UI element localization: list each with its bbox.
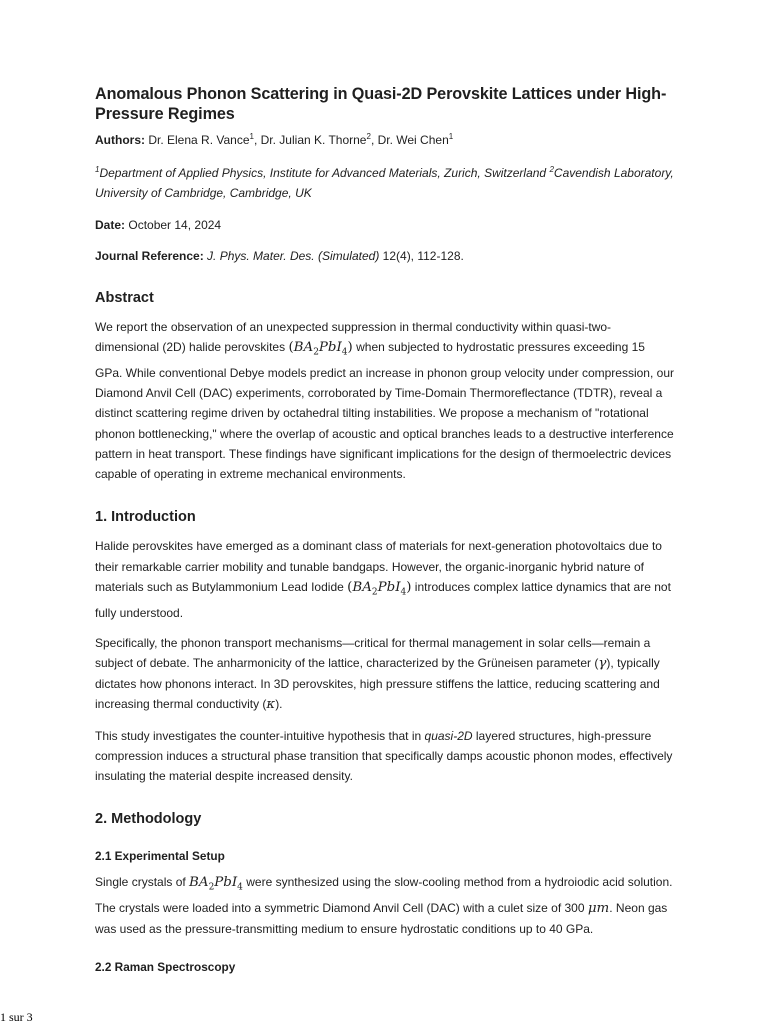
abstract-text: We report the observation of an unexpected suppression in thermal conductivity within quasi-two-dimensional (2D) halide perovskites $(BA_2PbI_4)$ when subjected to hydrostatic pressures exceeding 15 GPa. While conventional Debye models predict an increase in phonon group velocity under compression, our Diamond Anvil Cell (DAC) experiments, corroborated by Time-Domain Thermoreflectance (TDTR), reveal a distinct scattering regime driven by octahedral tilting instabilities. We propose a mechanism of "rotational phonon bottlenecking," where the overlap of acoustic and optical branches leads to a destructive interference pattern in heat transport. These findings have significant implications for the design of thermoelectric devices capable of operating in extreme mechanical environments. [95,320,674,482]
affiliation: Cavendish Laboratory, University of Cambridge, Cambridge, UK [95,166,674,200]
date-line [95,217,675,234]
author-affil-sup: 1 [249,132,254,141]
symbol-gamma: γ [598,655,607,671]
page-indicator: 1 sur 3 [0,1010,33,1024]
date-label: Date: [95,218,126,232]
emphasis-quasi-2d: quasi-2D [424,728,473,743]
intro-paragraph-1: Halide perovskites have emerged as a dominant class of materials for next-generation photovoltaics due to their remarkable carrier mobility and tunable bandgaps. However, the organic-inorganic hybrid nature of materials such as Butylammonium Lead Iodide $(BA_2PbI_4)$ introduces complex lattice dynamics that are not fully understood. [95,539,671,620]
subsection-experimental-setup: 2.1 Experimental Setup [95,849,225,864]
affiliation: Department of Applied Physics, Institute for Advanced Materials, Zurich, Switzerland [99,166,547,180]
affil-sup: 1 [95,165,100,174]
introduction-heading: 1. Introduction [95,509,196,526]
author-affil-sup: 2 [366,132,371,141]
paper-page [95,84,675,983]
journal-volume: 12(4), 112-128. [382,249,464,263]
formula-ba2pbi4: $(BA_2PbI_4)$ [288,340,353,358]
date-value: October 14, 2024 [128,218,222,232]
formula-ba2pbi4: $BA_2PbI_4$ [189,875,243,893]
author-name: Dr. Julian K. Thorne [260,133,367,147]
journal-label: Journal Reference: [95,249,204,263]
journal-name: J. Phys. Mater. Des. (Simulated) [207,249,380,263]
author-name: Dr. Wei Chen [377,133,449,147]
setup-paragraph: Single crystals of $BA_2PbI_4$ were synthesized using the slow-cooling method from a hydroiodic acid solution. The crystals were loaded into a symmetric Diamond Anvil Cell (DAC) with a culet size of 300 μm. Neon gas was used as the pressure-transmitting medium to ensure hydrostatic conditions up to 40 GPa. [95,875,673,937]
subsection-raman-spectroscopy: 2.2 Raman Spectroscopy [95,960,236,975]
methodology-heading: 2. Methodology [95,811,202,828]
formula-ba2pbi4: $(BA_2PbI_4)$ [347,579,412,598]
unit-micrometer: μm [587,901,610,917]
symbol-kappa: κ [266,697,276,713]
journal-line [95,248,675,265]
intro-paragraph-3: This study investigates the counter-intuitive hypothesis that in quasi-2D layered structures, high-pressure compression induces a structural phase transition that specifically damps acoustic phonon modes, effectively insulating the material despite increased density. [95,728,673,783]
authors-label: Authors: [95,133,145,147]
intro-paragraph-2: Specifically, the phonon transport mechanisms—critical for thermal management in solar cells—remain a subject of debate. The anharmonicity of the lattice, characterized by the Grüneisen parameter (γ), typically dictates how phonons interact. In 3D perovskites, high pressure stiffens the lattice, reducing scattering and increasing thermal conductivity (κ). [95,635,660,713]
paper-title: Anomalous Phonon Scattering in Quasi-2D Perovskite Lattices under High-Pressure Regimes [95,85,667,123]
affiliations [95,163,675,203]
author-name: Dr. Elena R. Vance [148,133,250,147]
authors-line: Authors: Dr. Elena R. Vance$^1$, Dr. Julian K. Thorne$^2$, Dr. Wei Chen$^1$ [95,132,454,147]
author-affil-sup: 1 [448,132,454,141]
abstract-heading: Abstract [95,290,154,306]
affil-sup: 2 [549,165,554,174]
